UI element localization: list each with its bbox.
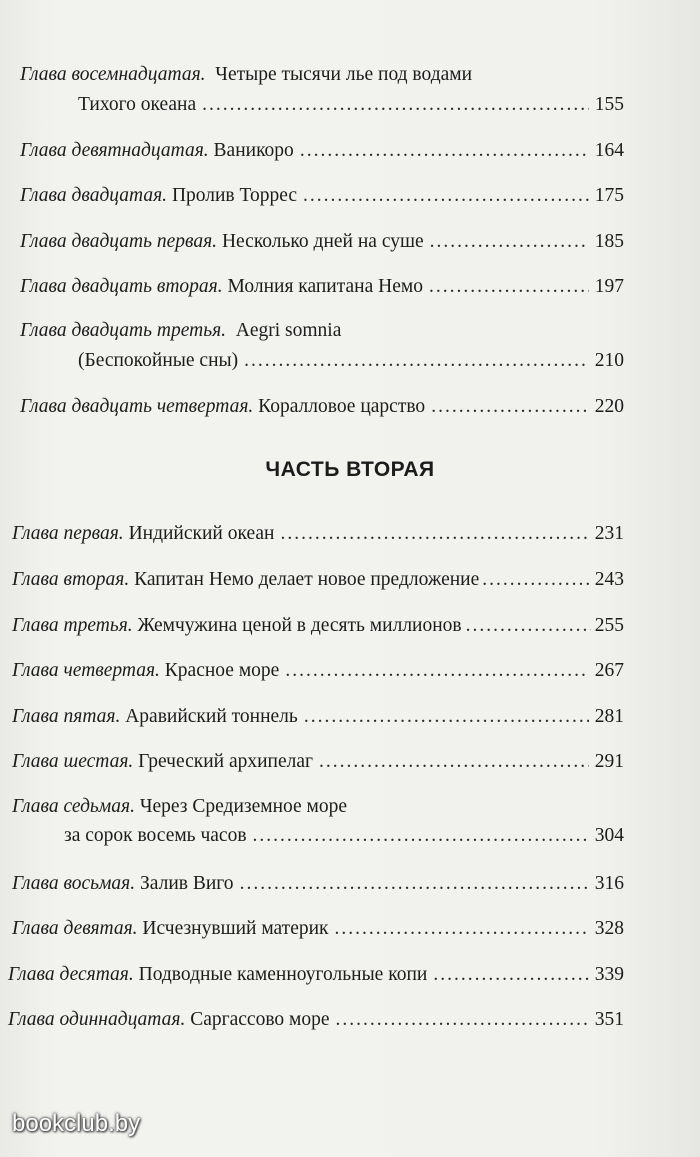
chapter-title: Саргассово море [190,1009,330,1030]
chapter-number: Глава двадцатая. [20,185,168,206]
chapter-number: Глава третья. [12,615,133,636]
chapter-title: Индийский океан [128,523,275,544]
leader-dots [285,658,588,684]
leader-dots [429,274,589,300]
chapter-title: Аравийский тоннель [125,706,298,727]
page-number: 316 [594,873,624,894]
chapter-title: Молния капитана Немо [227,276,423,297]
leader-dots [240,871,589,897]
page-number: 220 [594,396,624,417]
chapter-number: Глава пятая. [12,706,121,727]
chapter-title-continued: Тихого океана [78,94,197,115]
page-number: 267 [594,660,624,681]
leader-dots [430,229,589,255]
page-number: 185 [594,231,624,252]
part-heading: ЧАСТЬ ВТОРАЯ [265,458,435,481]
page-number: 231 [594,523,624,544]
leader-dots [335,916,589,942]
chapter-number: Глава одиннадцатая. [8,1009,186,1030]
page-number: 351 [594,1009,624,1030]
chapter-title-continued: за сорок восемь часов [64,825,247,846]
chapter-number: Глава девятая. [12,918,138,939]
page-number: 210 [594,350,624,371]
chapter-number: Глава первая. [12,523,124,544]
page-number: 175 [594,185,624,206]
chapter-title: Капитан Немо делает новое предложение [134,569,480,590]
chapter-title-continued: (Беспокойные сны) [78,350,239,371]
leader-dots [304,704,589,730]
leader-dots [303,183,589,209]
chapter-title: Через Средиземное море [139,796,348,817]
page-number: 155 [594,94,624,115]
chapter-title: Жемчужина ценой в десять миллионов [137,615,462,636]
leader-dots [433,962,588,988]
chapter-title: Подводные каменноугольные копи [138,964,428,985]
page-number: 197 [594,276,624,297]
page-number: 304 [594,825,624,846]
chapter-title: Aegri somnia [235,320,342,341]
chapter-title: Греческий архипелаг [138,751,314,772]
leader-dots [280,521,588,547]
leader-dots [244,348,589,374]
leader-dots [482,567,591,593]
chapter-number: Глава девятнадцатая. [20,140,209,161]
page-number: 339 [594,964,624,985]
page-number: 328 [594,918,624,939]
chapter-title: Исчезнувший материк [142,918,329,939]
page-number: 243 [594,569,624,590]
chapter-title: Четыре тысячи лье под водами [215,64,473,85]
chapter-number: Глава двадцать четвертая. [20,396,254,417]
chapter-number: Глава двадцать третья. [20,320,227,341]
leader-dots [319,749,589,775]
chapter-title: Пролив Торрес [171,185,298,206]
watermark-logo: bookclub.by [12,1110,141,1137]
chapter-number: Глава десятая. [8,964,134,985]
chapter-number: Глава восемнадцатая. [20,64,206,85]
chapter-number: Глава двадцать вторая. [20,276,223,297]
chapter-number: Глава вторая. [12,569,130,590]
leader-dots [431,394,589,420]
page-number: 255 [594,615,624,636]
leader-dots [466,613,591,639]
chapter-title: Залив Виго [140,873,234,894]
page-number: 281 [594,706,624,727]
chapter-number: Глава четвертая. [12,660,160,681]
leader-dots [336,1007,589,1033]
leader-dots [253,823,589,849]
chapter-number: Глава седьмая. [12,796,135,817]
chapter-number: Глава двадцать первая. [20,231,218,252]
chapter-number: Глава восьмая. [12,873,136,894]
chapter-number: Глава шестая. [12,751,134,772]
leader-dots [300,138,589,164]
leader-dots [202,92,589,118]
chapter-title: Ваникоро [213,140,294,161]
page-number: 164 [594,140,624,161]
chapter-title: Красное море [164,660,280,681]
page-number: 291 [594,751,624,772]
chapter-title: Коралловое царство [258,396,426,417]
chapter-title: Несколько дней на суше [221,231,424,252]
